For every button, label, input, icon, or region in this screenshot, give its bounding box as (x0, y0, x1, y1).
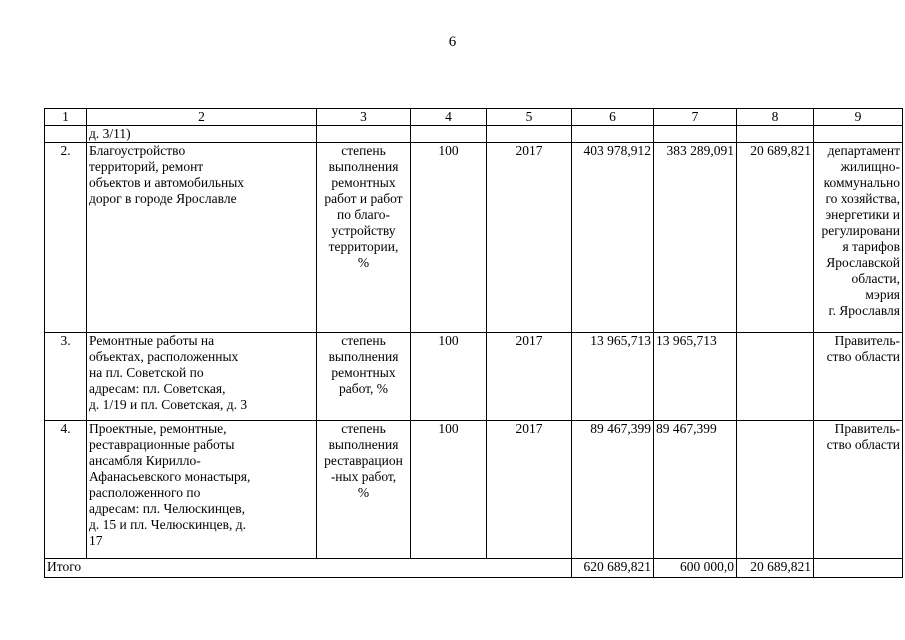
empty-cell (45, 126, 87, 143)
total-budget1: 600 000,0 (654, 559, 737, 578)
empty-cell (814, 559, 903, 578)
row-indicator: степень выполнения ремонтных работ и работ по благо- устройству территории, % (317, 143, 411, 333)
header-cell: 6 (572, 109, 654, 126)
header-cell: 8 (737, 109, 814, 126)
continuation-text: д. 3/11) (87, 126, 317, 143)
row-budget2 (737, 421, 814, 559)
total-budget2: 20 689,821 (737, 559, 814, 578)
table-row (45, 333, 903, 421)
row-budget2: 20 689,821 (737, 143, 814, 333)
empty-cell (411, 126, 487, 143)
row-name: Ремонтные работы на объектах, расположенных на пл. Советской по адресам: пл. Советская, д. 1/19 и пл. Советская, д. 3 (87, 333, 317, 421)
header-row (45, 109, 903, 126)
row-year: 2017 (487, 333, 572, 421)
program-table (44, 108, 903, 578)
continuation-row (45, 126, 903, 143)
row-budget1: 383 289,091 (654, 143, 737, 333)
row-number: 2. (45, 143, 87, 333)
empty-cell (572, 126, 654, 143)
row-executor: Правитель- ство области (814, 333, 903, 421)
total-label: Итого (45, 559, 572, 578)
empty-cell (654, 126, 737, 143)
header-cell: 9 (814, 109, 903, 126)
row-total: 89 467,399 (572, 421, 654, 559)
row-indicator: степень выполнения ремонтных работ, % (317, 333, 411, 421)
table-row (45, 143, 903, 333)
row-indicator: степень выполнения реставрацион -ных работ, % (317, 421, 411, 559)
row-budget1: 13 965,713 (654, 333, 737, 421)
row-number: 4. (45, 421, 87, 559)
header-cell: 3 (317, 109, 411, 126)
row-executor: Правитель- ство области (814, 421, 903, 559)
header-cell: 4 (411, 109, 487, 126)
table-row (45, 421, 903, 559)
row-budget2 (737, 333, 814, 421)
row-total: 403 978,912 (572, 143, 654, 333)
row-year: 2017 (487, 421, 572, 559)
header-cell: 7 (654, 109, 737, 126)
empty-cell (814, 126, 903, 143)
row-year: 2017 (487, 143, 572, 333)
row-name: Проектные, ремонтные, реставрационные работы ансамбля Кирилло- Афанасьевского монастыря, расположенного по адресам: пл. Челюскинцев, д. 15 и пл. Челюскинцев, д. 17 (87, 421, 317, 559)
row-target: 100 (411, 143, 487, 333)
header-cell: 2 (87, 109, 317, 126)
row-target: 100 (411, 333, 487, 421)
header-cell: 1 (45, 109, 87, 126)
row-executor: департамент жилищно- коммунально го хозяйства, энергетики и регулировани я тарифов Ярославской области, мэрия г. Ярославля (814, 143, 903, 333)
total-sum: 620 689,821 (572, 559, 654, 578)
header-cell: 5 (487, 109, 572, 126)
total-row (45, 559, 903, 578)
page-number: 6 (448, 34, 457, 50)
row-budget1: 89 467,399 (654, 421, 737, 559)
row-number: 3. (45, 333, 87, 421)
empty-cell (487, 126, 572, 143)
row-name: Благоустройство территорий, ремонт объектов и автомобильных дорог в городе Ярославле (87, 143, 317, 333)
row-total: 13 965,713 (572, 333, 654, 421)
empty-cell (317, 126, 411, 143)
row-target: 100 (411, 421, 487, 559)
empty-cell (737, 126, 814, 143)
